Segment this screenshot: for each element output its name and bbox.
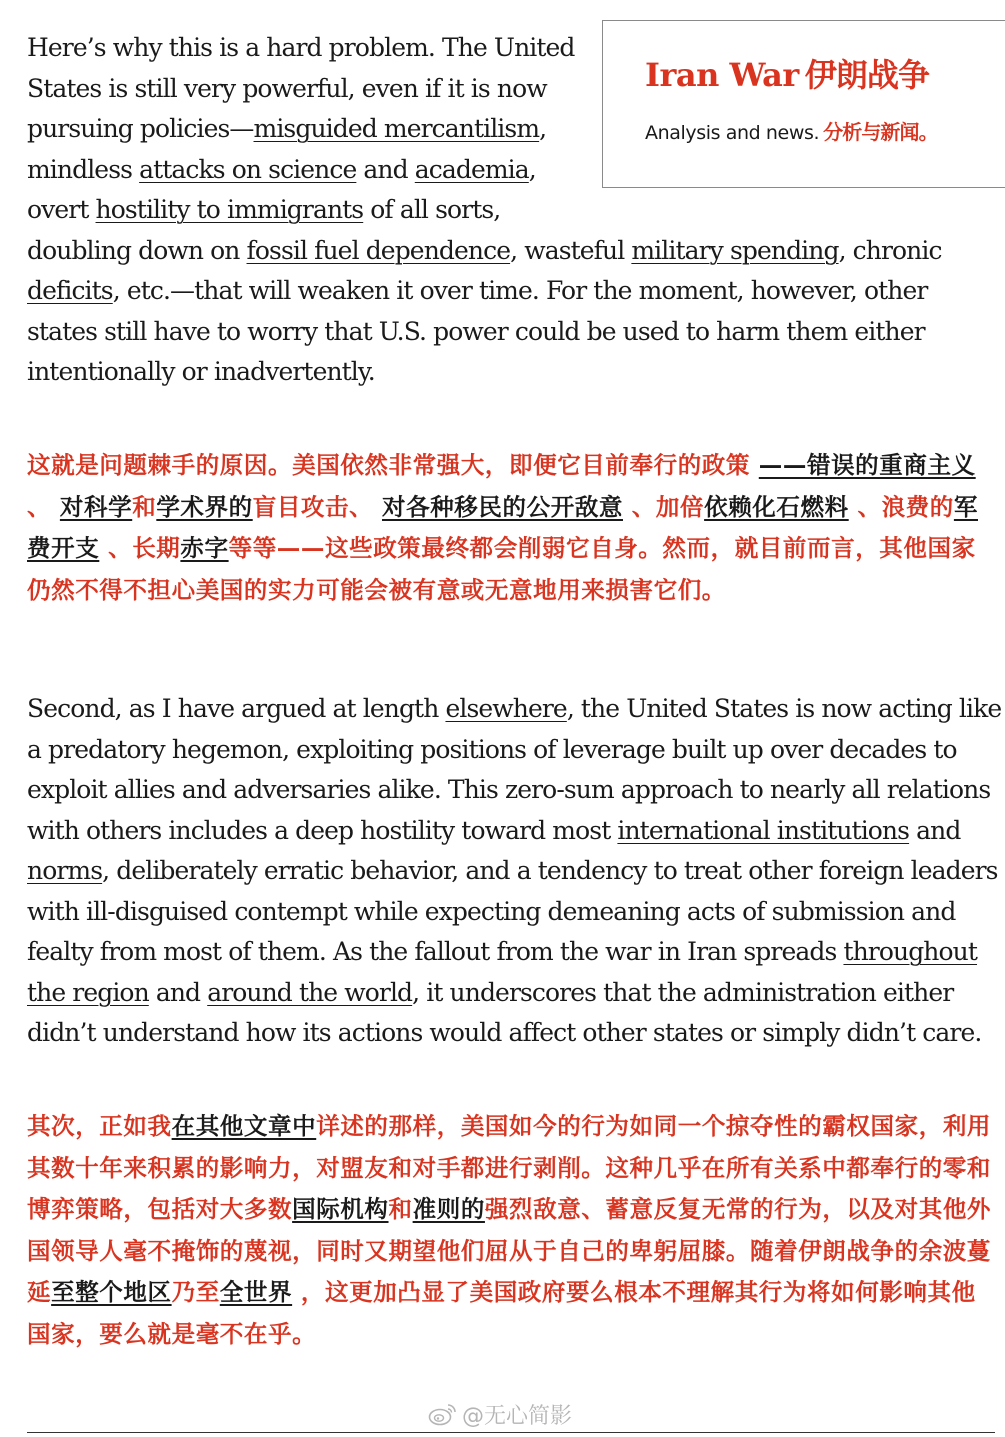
- link-military-spending[interactable]: military spending: [631, 235, 839, 265]
- text-run: 等等——这些政策最终都会削弱它自身。然而，就目前而言，其他国家仍然不得不担心美国的实力可能会被有意或无意地用来损害它们。: [27, 534, 976, 604]
- promo-subtitle-chinese: 分析与新闻。: [823, 119, 938, 144]
- text-run: of all sorts, doubling down on: [27, 195, 501, 265]
- text-run: , chronic: [838, 235, 942, 265]
- link-fossil-fuel-zh[interactable]: 依赖化石燃料: [704, 492, 849, 521]
- promo-title-chinese[interactable]: 伊朗战争: [804, 56, 930, 94]
- link-misguided-mercantilism[interactable]: misguided mercantilism: [253, 114, 540, 143]
- link-international-institutions-zh[interactable]: 国际机构: [292, 1195, 389, 1223]
- link-throughout-the-region[interactable]: throughout the region: [27, 937, 978, 1007]
- text-run: , etc.—that will weaken it over time. For the moment, however, other states still have to worry that U.S. power could be used to harm them either intentionally or inadvertently.: [27, 276, 928, 386]
- text-run: ，这更加凸显了美国政府要么根本不理解其行为将如何影响其他国家，要么就是毫不在乎。: [27, 1278, 976, 1348]
- text-run: 详述的那样，美国如今的行为如同一个掠夺性的霸权国家，利用其数十年来积累的影响力，对盟友和对手都进行剥削。这种几乎在所有关系中都奉行的零和博弈策略，包括对大多数: [27, 1112, 992, 1223]
- paragraph-1-chinese: [27, 445, 997, 611]
- promo-subtitle-english: Analysis and news.: [645, 121, 820, 144]
- text-run: 其次，正如我: [27, 1112, 172, 1140]
- link-immigrants-zh[interactable]: 对各种移民的公开敌意: [382, 492, 623, 521]
- text-run: , deliberately erratic behavior, and a tendency to treat other foreign leaders with ill-disguised contempt while expecting demeaning acts of submission and fealty from most of them. As the fallout from the war in Iran spreads: [27, 856, 998, 966]
- bottom-divider: [27, 1432, 995, 1433]
- link-international-institutions[interactable]: international institutions: [617, 815, 910, 845]
- link-elsewhere[interactable]: elsewhere: [445, 694, 567, 723]
- text-run: , overt: [27, 154, 536, 224]
- link-academia-zh[interactable]: 学术界的: [156, 492, 253, 521]
- text-run: and: [148, 977, 208, 1007]
- promo-subtitle: [645, 111, 1005, 154]
- text-run: 这就是问题棘手的原因。美国依然非常强大，即便它目前奉行的政策: [27, 451, 759, 479]
- text-run: Here’s why this is a hard problem. The United States is still very powerful, even if it is now pursuing policies—: [27, 33, 575, 143]
- text-run: 、长期: [99, 534, 181, 562]
- link-deficits-zh[interactable]: 赤字: [180, 534, 229, 562]
- link-fossil-fuel-dependence[interactable]: fossil fuel dependence: [246, 235, 511, 265]
- text-run: 盲目攻击、: [252, 492, 382, 521]
- text-run: 强烈敌意、蓄意反复无常的行为，以及对其他外国领导人毫不掩饰的蔑视，同时又期望他们屈从于自己的卑躬屈膝。随着伊朗战争的余波蔓延: [27, 1195, 992, 1306]
- link-around-the-world[interactable]: around the world: [207, 977, 413, 1007]
- text-run: Second, as I have argued at length: [27, 694, 446, 723]
- link-mercantilism-zh[interactable]: ——错误的重商主义: [758, 451, 976, 479]
- paragraph-2-chinese: [27, 1106, 997, 1355]
- link-elsewhere-zh[interactable]: 在其他文章中: [171, 1112, 317, 1140]
- link-attacks-on-science[interactable]: attacks on science: [139, 154, 357, 184]
- promo-title-english[interactable]: Iran War: [645, 56, 799, 94]
- weibo-icon: [428, 1401, 458, 1427]
- paragraph-2-english: [27, 689, 1002, 1054]
- text-run: and: [909, 815, 961, 845]
- text-run: , mindless: [27, 114, 547, 184]
- text-run: , the United States is now acting like a predatory hegemon, exploiting positions of leverage built up over decades to exploit allies and adversaries alike. This zero-sum approach to nearly all relations with others includes a deep hostility toward most: [27, 694, 1002, 845]
- text-run: , wasteful: [510, 235, 632, 265]
- link-science-zh[interactable]: 对科学: [59, 492, 133, 521]
- link-norms[interactable]: norms: [27, 856, 103, 885]
- text-run: 、: [27, 492, 60, 521]
- text-run: 、加倍: [623, 492, 705, 521]
- text-run: and: [356, 154, 415, 184]
- link-deficits[interactable]: deficits: [27, 276, 113, 305]
- weibo-watermark: [428, 1394, 572, 1434]
- link-military-spending-zh[interactable]: 军费开支: [27, 492, 978, 562]
- link-world-zh[interactable]: 全世界: [219, 1278, 293, 1306]
- link-academia[interactable]: academia: [414, 154, 529, 184]
- text-run: 和: [388, 1195, 413, 1223]
- watermark-text: @无心简影: [462, 1403, 573, 1429]
- link-norms-zh[interactable]: 准则的: [412, 1195, 485, 1223]
- text-run: , it underscores that the administration either didn’t understand how its actions would affect other states or simply didn’t care.: [27, 977, 982, 1047]
- text-run: 和: [132, 492, 157, 521]
- promo-title[interactable]: [645, 55, 1005, 99]
- paragraph-1-english: [27, 28, 1002, 393]
- text-run: 乃至: [171, 1278, 220, 1306]
- link-hostility-to-immigrants[interactable]: hostility to immigrants: [95, 195, 364, 224]
- text-run: 、浪费的: [848, 492, 954, 521]
- link-region-zh[interactable]: 至整个地区: [51, 1278, 172, 1306]
- iran-war-promo-box[interactable]: [602, 20, 1005, 188]
